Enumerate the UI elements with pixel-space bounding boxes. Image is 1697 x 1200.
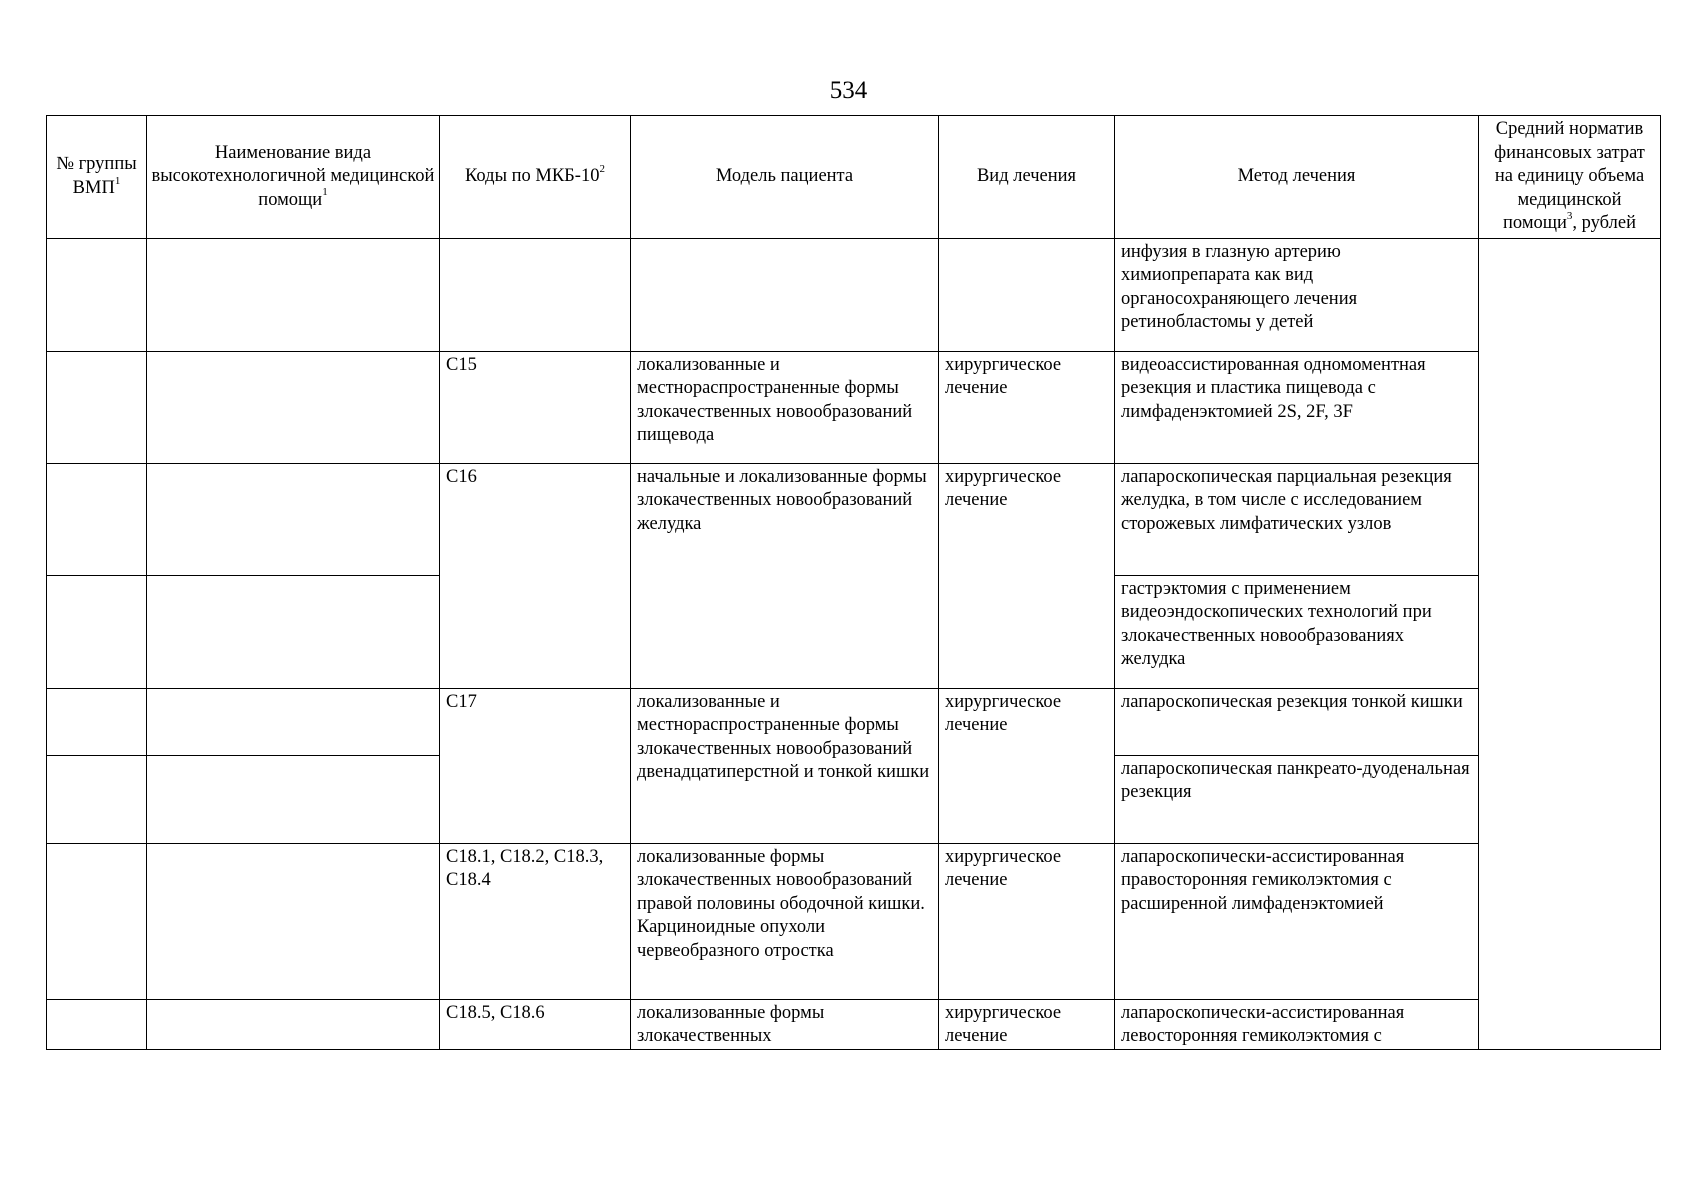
- table-row: [47, 238, 1661, 351]
- group-no-cell: [47, 688, 147, 755]
- model-cell: локализованные и местнораспространенные формы злокачественных новообразований двенадцатиперстной и тонкой кишки: [631, 688, 939, 843]
- group-no-cell: [47, 238, 147, 351]
- model-cell: [631, 238, 939, 351]
- header-cost: Средний норматив финансовых затрат на единицу объема медицинской помощи$^3$, рублей: [1479, 116, 1661, 239]
- treatment-type-cell: хирургическое лечение: [939, 999, 1115, 1049]
- cost-cell: [1479, 238, 1661, 1049]
- page-number: 534: [829, 77, 868, 104]
- method-cell: лапароскопическая резекция тонкой кишки: [1115, 688, 1479, 755]
- treatment-type-cell: хирургическое лечение: [939, 688, 1115, 843]
- model-cell: начальные и локализованные формы злокачественных новообразований желудка: [631, 463, 939, 688]
- group-no-cell: [47, 351, 147, 463]
- treatment-type-cell: [939, 238, 1115, 351]
- name-cell: [147, 351, 440, 463]
- method-cell: лапароскопически-ассистированная правосторонняя гемиколэктомия с расширенной лимфаденэктомией: [1115, 843, 1479, 999]
- group-no-cell: [47, 755, 147, 843]
- method-cell: лапароскопически-ассистированная левосторонняя гемиколэктомия с: [1115, 999, 1479, 1049]
- method-cell: гастрэктомия с применением видеоэндоскопических технологий при злокачественных новообразованиях желудка: [1115, 575, 1479, 688]
- name-cell: [147, 999, 440, 1049]
- method-cell: лапароскопическая парциальная резекция желудка, в том числе с исследованием сторожевых лимфатических узлов: [1115, 463, 1479, 575]
- header-treatment-type: Вид лечения: [939, 116, 1115, 239]
- codes-cell: C18.1, C18.2, C18.3, C18.4: [440, 843, 631, 999]
- header-model: Модель пациента: [631, 116, 939, 239]
- header-group-no: № группы ВМП$^1$: [47, 116, 147, 239]
- treatment-type-cell: хирургическое лечение: [939, 351, 1115, 463]
- table-row: [47, 688, 1661, 755]
- name-cell: [147, 463, 440, 575]
- model-cell: локализованные и местнораспространенные формы злокачественных новообразований пищевода: [631, 351, 939, 463]
- codes-cell: C17: [440, 688, 631, 843]
- model-cell: локализованные формы злокачественных новообразований правой половины ободочной кишки. Карциноидные опухоли червеобразного отростка: [631, 843, 939, 999]
- table-header-row: [47, 116, 1661, 239]
- treatment-type-cell: хирургическое лечение: [939, 843, 1115, 999]
- method-cell: лапароскопическая панкреато-дуоденальная резекция: [1115, 755, 1479, 843]
- codes-cell: C15: [440, 351, 631, 463]
- group-no-cell: [47, 463, 147, 575]
- method-cell: инфузия в глазную артерию химиопрепарата как вид органосохраняющего лечения ретинобластомы у детей: [1115, 238, 1479, 351]
- codes-cell: C16: [440, 463, 631, 688]
- name-cell: [147, 843, 440, 999]
- table-row: [47, 351, 1661, 463]
- header-codes: Коды по МКБ-$10^2$: [440, 116, 631, 239]
- codes-cell: C18.5, C18.6: [440, 999, 631, 1049]
- name-cell: [147, 688, 440, 755]
- table-row: [47, 463, 1661, 575]
- table-row: [47, 843, 1661, 999]
- model-cell: локализованные формы злокачественных: [631, 999, 939, 1049]
- group-no-cell: [47, 843, 147, 999]
- group-no-cell: [47, 999, 147, 1049]
- name-cell: [147, 755, 440, 843]
- treatment-type-cell: хирургическое лечение: [939, 463, 1115, 688]
- method-cell: видеоассистированная одномоментная резекция и пластика пищевода с лимфаденэктомией 2S, 2F, 3F: [1115, 351, 1479, 463]
- group-no-cell: [47, 575, 147, 688]
- header-method: Метод лечения: [1115, 116, 1479, 239]
- name-cell: [147, 238, 440, 351]
- header-name: Наименование вида высокотехнологичной медицинской помощи$^1$: [147, 116, 440, 239]
- name-cell: [147, 575, 440, 688]
- vmp-table: [46, 115, 1661, 1050]
- table-row: [47, 999, 1661, 1049]
- codes-cell: [440, 238, 631, 351]
